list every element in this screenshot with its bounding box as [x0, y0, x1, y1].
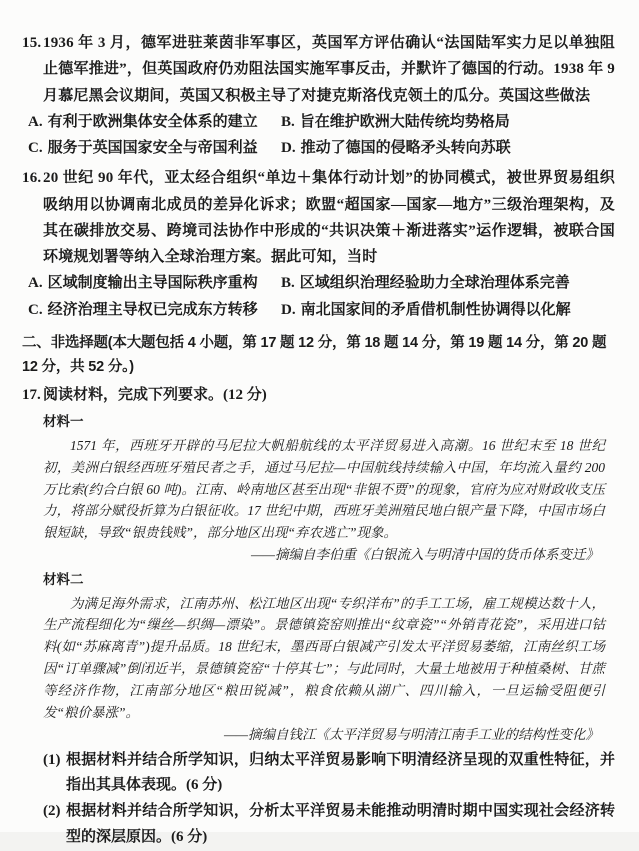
question-16 — [22, 165, 615, 323]
question-16-option-b — [281, 270, 615, 296]
question-17-intro-text: 阅读材料，完成下列要求。(12 分) — [43, 387, 267, 404]
option-a-label: A. — [28, 275, 43, 292]
option-c-text: 服务于英国国家安全与帝国利益 — [47, 140, 258, 156]
sub-question-1-label: (1) — [43, 751, 61, 768]
option-c-label: C. — [28, 301, 43, 318]
sub-question-2-label: (2) — [43, 803, 61, 820]
section-2-header: 二、非选择题(本大题包括 4 小题，第 17 题 12 分，第 18 题 14 分，第 19 题 14 分，第 20 题 12 分，共 52 分。) — [22, 334, 607, 376]
material-2-label: 材料二 — [43, 572, 84, 588]
material-1-text: 1571 年，西班牙开辟的马尼拉大帆船航线的太平洋贸易进入高潮。16 世纪末至 18 世纪初，美洲白银经西班牙殖民者之手，通过马尼拉—中国航线持续输入中国，年均流入量约 200 万比索(约合白银 60 吨)。江南、岭南地区甚至出现“非银不贾”的现象，官府为应对财政收支压力，将部分赋役折算为白银征收。17 世纪中期，西班牙美洲殖民地白银产量下降，中国市场白银短缺，导致“银贵钱贱”，部分地区出现“弃农逃亡”现象。 — [43, 437, 605, 541]
question-15-option-c — [28, 135, 281, 161]
option-b-label: B. — [281, 113, 295, 130]
option-c-text: 经济治理主导权已完成东方转移 — [47, 301, 258, 318]
option-c-label: C. — [28, 140, 43, 156]
option-a-label: A. — [28, 113, 43, 130]
option-d-text: 推动了德国的侵略矛头转向苏联 — [300, 140, 511, 156]
sub-question-1-text: 根据材料并结合所学知识，归纳太平洋贸易影响下明清经济呈现的双重性特征，并指出其具体表现。(6 分) — [66, 751, 615, 794]
question-16-option-c — [28, 297, 281, 323]
question-16-options-row-2 — [28, 297, 615, 323]
option-d-text: 南北国家间的矛盾借机制性协调得以化解 — [300, 301, 571, 318]
question-17-number: 17. — [22, 387, 41, 404]
question-15-options — [28, 109, 615, 162]
question-17 — [22, 382, 615, 851]
question-15-option-b — [281, 109, 615, 135]
option-a-text: 有利于欧洲集体安全体系的建立 — [47, 113, 258, 130]
sub-question-1 — [43, 748, 615, 800]
question-16-option-a — [28, 270, 281, 296]
question-15-number: 15. — [22, 35, 42, 51]
question-16-option-d — [281, 297, 615, 323]
material-2-source: ——摘编自钱江《太平洋贸易与明清江南手工业的结构性变化》 — [223, 726, 599, 742]
option-b-label: B. — [281, 275, 295, 292]
question-15-option-d — [281, 135, 615, 161]
question-16-options-row-1 — [28, 270, 615, 296]
sub-question-2-text: 根据材料并结合所学知识，分析太平洋贸易未能推动明清时期中国实现社会经济转型的深层原因。(6 分) — [66, 803, 615, 846]
option-a-text: 区域制度输出主导国际秩序重构 — [47, 275, 258, 292]
question-15-option-a — [28, 109, 281, 135]
option-d-label: D. — [281, 301, 296, 318]
option-d-label: D. — [281, 140, 296, 156]
material-1-source: ——摘编自李伯重《白银流入与明清中国的货币体系变迁》 — [250, 547, 599, 563]
material-1-label: 材料一 — [43, 414, 84, 430]
question-17-intro — [22, 382, 615, 408]
question-15 — [22, 30, 615, 161]
material-2-text: 为满足海外需求，江南苏州、松江地区出现“专织洋布”的手工工场，雇工规模达数十人，生产流程细化为“缫丝—织绸—漂染”。景德镇瓷窑则推出“纹章瓷”“外销青花瓷”，采用进口钴料(如“苏麻离青”)提升品质。18 世纪末，墨西哥白银减产引发太平洋贸易萎缩，江南丝织工场因“订单骤减”倒闭近半，景德镇瓷窑“十停其七”；与此同时，大量土地被用于种植桑树、甘蔗等经济作物，江南部分地区“粮田锐减”，粮食依赖从湖广、四川输入，一旦运输受阻便引发“粮价暴涨”。 — [43, 595, 605, 720]
question-16-number: 16. — [22, 170, 42, 187]
question-16-stem-text: 20 世纪 90 年代，亚太经合组织“单边＋集体行动计划”的协同模式，被世界贸易组织吸纳用以协调南北成员的差异化诉求；欧盟“超国家—国家—地方”三级治理架构，及其在碳排放交易、跨境司法协作中形成的“共识决策＋渐进落实”运作逻辑，被联合国环境规划署等纳入全球治理方案。据此可知，当时 — [43, 170, 615, 265]
question-15-stem-text: 1936 年 3 月，德军进驻莱茵非军事区，英国军方评估确认“法国陆军实力足以单独阻止德军推进”，但英国政府仍劝阻法国实施军事反击，并默许了德国的行动。1938 年 9 月慕尼黑会议期间，英国又积极主导了对捷克斯洛伐克领土的瓜分。英国这些做法 — [43, 35, 615, 104]
question-15-stem — [22, 30, 615, 109]
sub-question-2 — [43, 799, 615, 851]
option-b-text: 旨在维护欧洲大陆传统均势格局 — [299, 113, 510, 130]
question-15-options-row-1 — [28, 109, 615, 135]
question-15-options-row-2 — [28, 135, 615, 161]
question-16-stem — [22, 165, 615, 270]
option-b-text: 区域组织治理经验助力全球治理体系完善 — [299, 275, 570, 292]
question-16-options — [28, 270, 615, 323]
